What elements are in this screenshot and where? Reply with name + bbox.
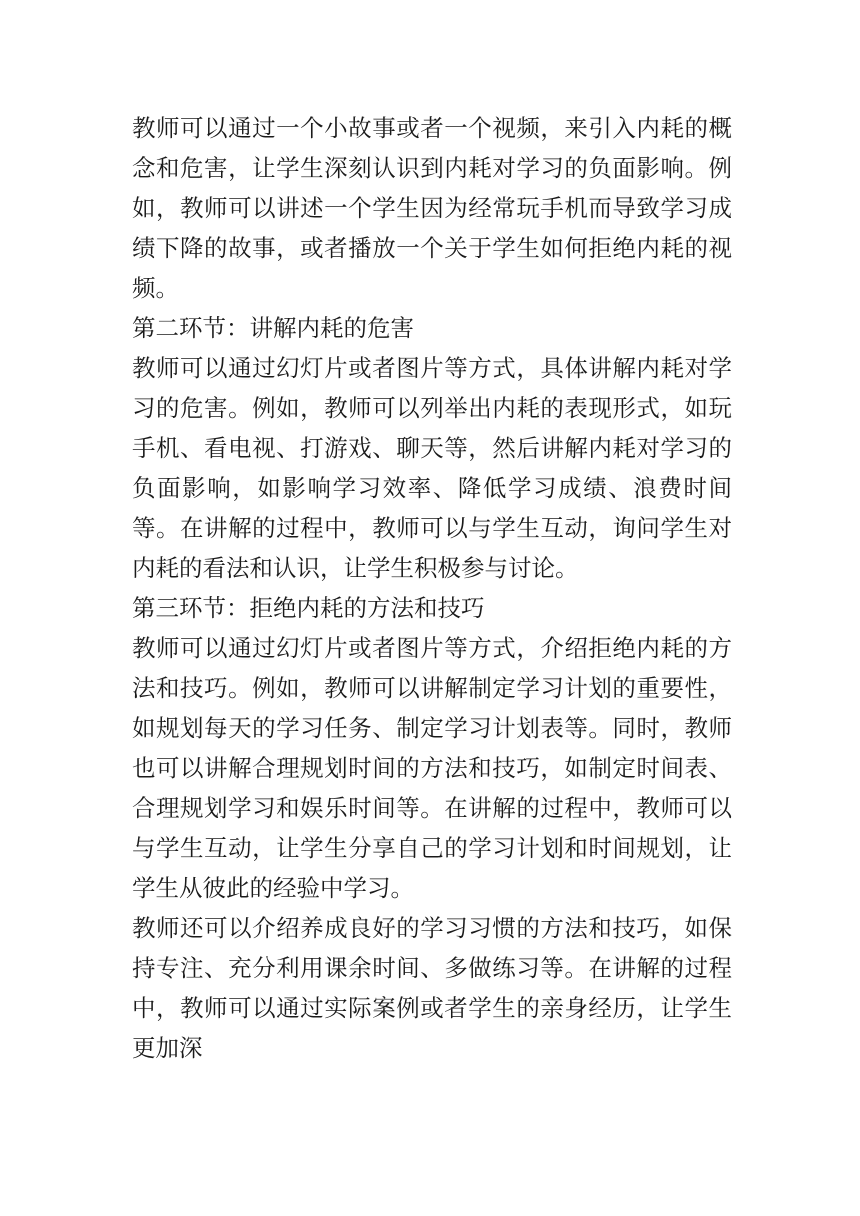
document-page: [132, 108, 732, 1068]
paragraph-section-3: 教师可以通过幻灯片或者图片等方式，介绍拒绝内耗的方法和技巧。例如，教师可以讲解制定学习计划的重要性，如规划每天的学习任务、制定学习计划表等。同时，教师也可以讲解合理规划时间的方法和技巧，如制定时间表、合理规划学习和娱乐时间等。在讲解的过程中，教师可以与学生互动，让学生分享自己的学习计划和时间规划，让学生从彼此的经验中学习。: [132, 634, 732, 902]
section-heading-3: 第三环节：拒绝内耗的方法和技巧: [132, 594, 485, 622]
paragraph-intro: 教师可以通过一个小故事或者一个视频，来引入内耗的概念和危害，让学生深刻认识到内耗对学习的负面影响。例如，教师可以讲述一个学生因为经常玩手机而导致学习成绩下降的故事，或者播放一个关于学生如何拒绝内耗的视频。: [132, 114, 732, 302]
paragraph-study-habits: 教师还可以介绍养成良好的学习习惯的方法和技巧，如保持专注、充分利用课余时间、多做练习等。在讲解的过程中，教师可以通过实际案例或者学生的亲身经历，让学生更加深: [132, 914, 732, 1062]
paragraph-section-2: 教师可以通过幻灯片或者图片等方式，具体讲解内耗对学习的危害。例如，教师可以列举出内耗的表现形式，如玩手机、看电视、打游戏、聊天等，然后讲解内耗对学习的负面影响，如影响学习效率、降低学习成绩、浪费时间等。在讲解的过程中，教师可以与学生互动，询问学生对内耗的看法和认识，让学生积极参与讨论。: [132, 354, 732, 582]
section-heading-2: 第二环节：讲解内耗的危害: [132, 314, 414, 342]
